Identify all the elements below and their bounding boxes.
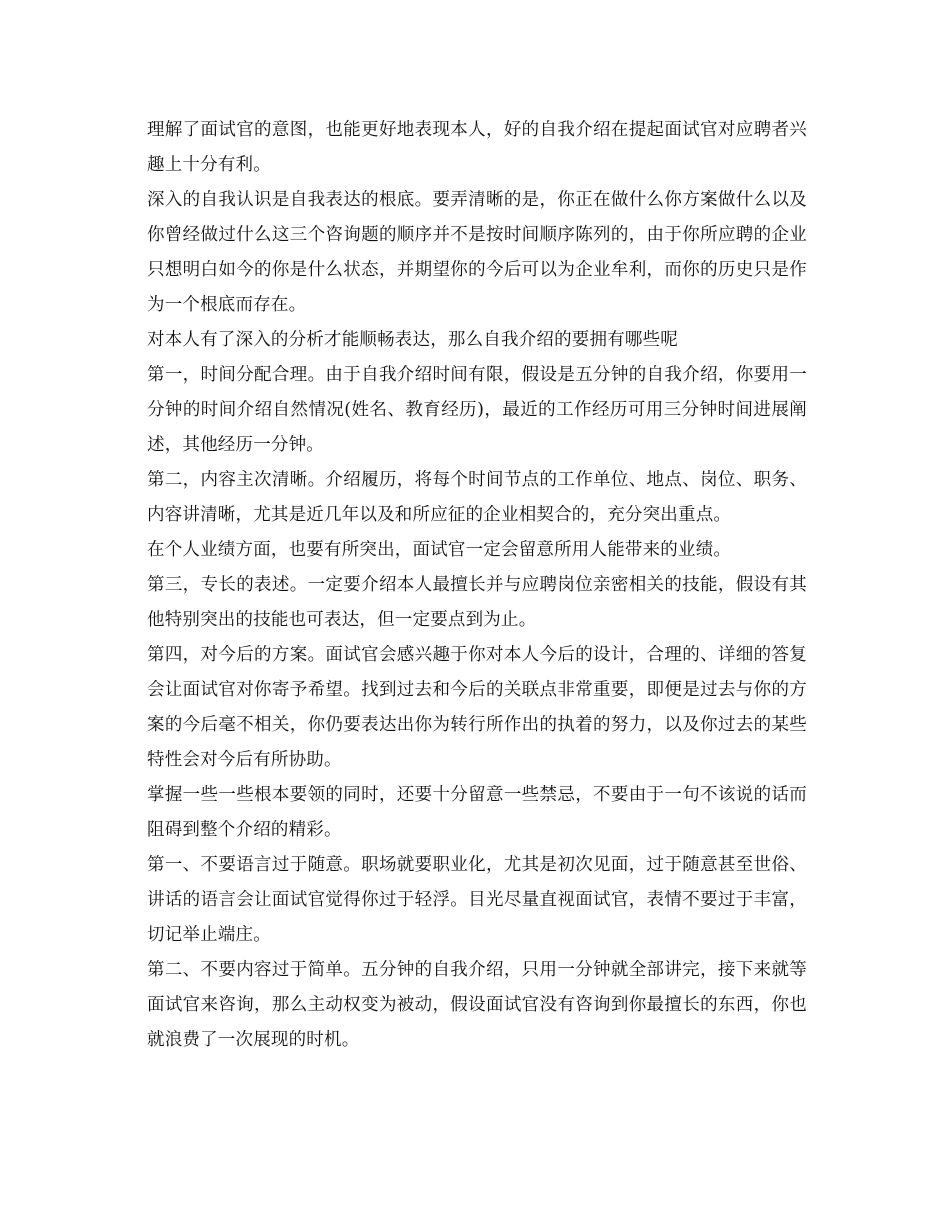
paragraph-9: 掌握一些一些根本要领的同时，还要十分留意一些禁忌，不要由于一句不该说的话而阻碍到整个介绍的精彩。	[147, 785, 807, 840]
paragraph-5: 第二，内容主次清晰。介绍履历，将每个时间节点的工作单位、地点、岗位、职务、内容讲清晰，尤其是近几年以及和所应征的企业相契合的，充分突出重点。	[147, 470, 807, 525]
paragraph-2: 深入的自我认识是自我表达的根底。要弄清晰的是，你正在做什么你方案做什么以及你曾经做过什么这三个咨询题的顺序并不是按时间顺序陈列的，由于你所应聘的企业只想明白如今的你是什么状态，并期望你的今后可以为企业牟利，而你的历史只是作为一个根底而存在。	[147, 190, 807, 315]
paragraph-6: 在个人业绩方面，也要有所突出，面试官一定会留意所用人能带来的业绩。	[147, 540, 732, 560]
paragraph-7: 第三，专长的表述。一定要介绍本人最擅长并与应聘岗位亲密相关的技能，假设有其他特别突出的技能也可表达，但一定要点到为止。	[147, 575, 807, 630]
paragraph-4: 第一，时间分配合理。由于自我介绍时间有限，假设是五分钟的自我介绍，你要用一分钟的时间介绍自然情况(姓名、教育经历)，最近的工作经历可用三分钟时间进展阐述，其他经历一分钟。	[147, 365, 807, 455]
paragraph-10: 第一、不要语言过于随意。职场就要职业化，尤其是初次见面，过于随意甚至世俗、讲话的语言会让面试官觉得你过于轻浮。目光尽量直视面试官，表情不要过于丰富，切记举止端庄。	[147, 855, 807, 945]
paragraph-3: 对本人有了深入的分析才能顺畅表达，那么自我介绍的要拥有哪些呢	[147, 330, 678, 350]
paragraph-1: 理解了面试官的意图，也能更好地表现本人，好的自我介绍在提起面试官对应聘者兴趣上十分有利。	[147, 120, 807, 175]
paragraph-8: 第四，对今后的方案。面试官会感兴趣于你对本人今后的设计，合理的、详细的答复会让面试官对你寄予希望。找到过去和今后的关联点非常重要，即便是过去与你的方案的今后毫不相关，你仍要表达出你为转行所作出的执着的努力，以及你过去的某些特性会对今后有所协助。	[147, 645, 807, 770]
paragraph-11: 第二、不要内容过于简单。五分钟的自我介绍，只用一分钟就全部讲完，接下来就等面试官来咨询，那么主动权变为被动，假设面试官没有咨询到你最擅长的东西，你也就浪费了一次展现的时机。	[147, 960, 807, 1050]
document-body	[147, 113, 807, 1058]
